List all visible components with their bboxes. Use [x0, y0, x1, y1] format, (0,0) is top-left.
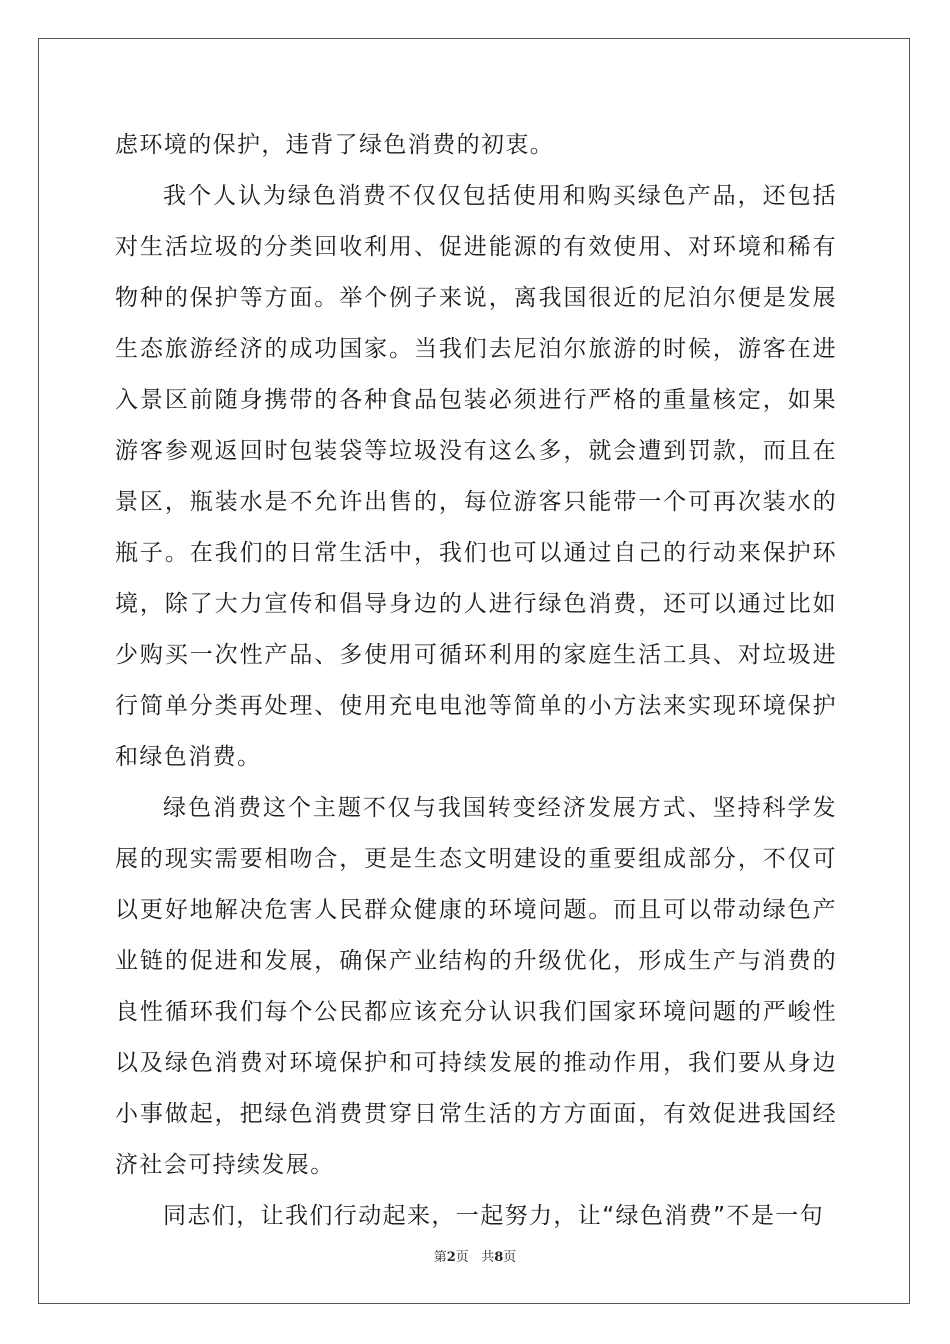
page-footer — [0, 1246, 950, 1265]
paragraph-call-to-action: 同志们，让我们行动起来，一起努力，让“绿色消费”不是一句 — [163, 1203, 825, 1229]
total-prefix: 共 — [481, 1250, 495, 1265]
paragraph-green-consumption-examples: 我个人认为绿色消费不仅仅包括使用和购买绿色产品，还包括对生活垃圾的分类回收利用、促进能源的有效使用、对环境和稀有物种的保护等方面。举个例子来说，离我国很近的尼泊尔便是发展生态旅游经济的成功国家。当我们去尼泊尔旅游的时候，游客在进入景区前随身携带的各种食品包装必须进行严格的重量核定，如果游客参观返回时包装袋等垃圾没有这么多，就会遭到罚款，而且在景区，瓶装水是不允许出售的，每位游客只能带一个可再次装水的瓶子。在我们的日常生活中，我们也可以通过自己的行动来保护环境，除了大力宣传和倡导身边的人进行绿色消费，还可以通过比如少购买一次性产品、多使用可循环利用的家庭生活工具、对垃圾进行简单分类再处理、使用充电电池等简单的小方法来实现环境保护和绿色消费。 — [115, 183, 837, 770]
paragraph-continued: 虑环境的保护，违背了绿色消费的初衷。 — [115, 132, 555, 158]
document-body — [115, 120, 837, 1242]
page-prefix: 第 — [433, 1250, 447, 1265]
total-suffix: 页 — [503, 1250, 517, 1265]
total-pages: 8 — [494, 1250, 504, 1265]
page-number: 2 — [446, 1250, 456, 1265]
paragraph-green-consumption-significance: 绿色消费这个主题不仅与我国转变经济发展方式、坚持科学发展的现实需要相吻合，更是生态文明建设的重要组成部分，不仅可以更好地解决危害人民群众健康的环境问题。而且可以带动绿色产业链的促进和发展，确保产业结构的升级优化，形成生产与消费的良性循环我们每个公民都应该充分认识我们国家环境问题的严峻性以及绿色消费对环境保护和可持续发展的推动作用，我们要从身边小事做起，把绿色消费贯穿日常生活的方方面面，有效促进我国经济社会可持续发展。 — [115, 795, 837, 1178]
page-suffix: 页 — [455, 1250, 469, 1265]
